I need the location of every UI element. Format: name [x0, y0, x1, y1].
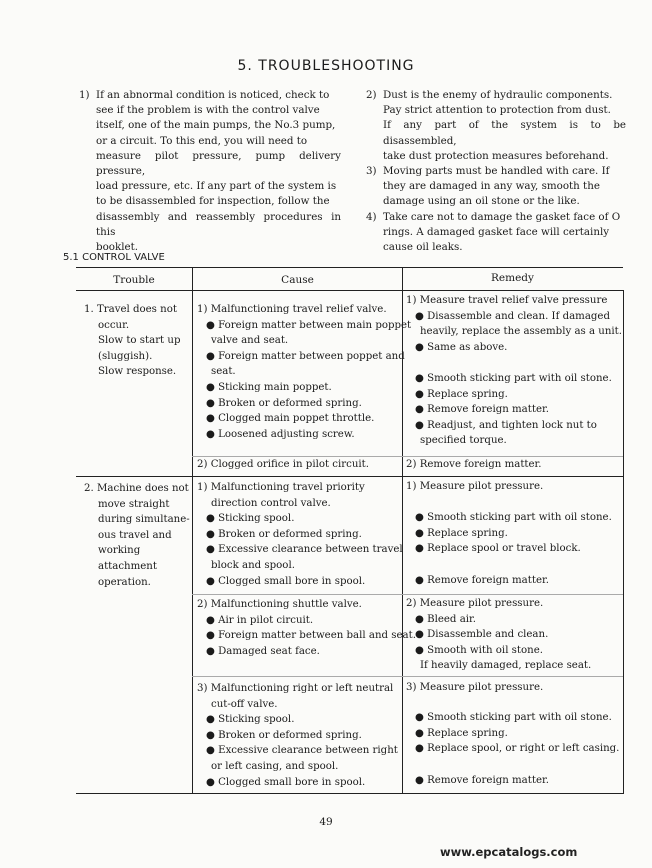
header-bottom-rule [76, 290, 623, 291]
remedy-cell-2a1 [406, 479, 543, 495]
remedy-bullet: ● Disassemble and clean. [415, 629, 549, 641]
intro-line: Dust is the enemy of hydraulic components. [383, 89, 613, 101]
trouble-line: working [98, 545, 141, 557]
remedy-cell-1a2 [406, 371, 612, 449]
intro-line: If any part of the system is to be disassembled, [383, 119, 626, 147]
intro-item-2 [366, 88, 626, 164]
remedy-bullet: ● Bleed air. [415, 613, 477, 625]
sub-divider [192, 676, 403, 677]
remedy-cell-2a2 [406, 510, 612, 557]
cause-bullet: ● Excessive clearance between right [206, 745, 398, 757]
cause-line: direction control valve. [211, 497, 331, 509]
remedy-cell-1b [406, 457, 542, 473]
sub-divider [192, 594, 403, 595]
cause-bullet: ● Excessive clearance between travel [206, 544, 403, 556]
trouble-line: Slow to start up [98, 335, 181, 347]
cause-bullet: ● Broken or deformed spring. [206, 528, 362, 540]
cause-bullet: ● Foreign matter between main poppet [206, 319, 412, 331]
cause-bullet: ● Sticking spool. [206, 513, 295, 525]
trouble-line: Slow response. [98, 366, 177, 378]
intro-line: rings. A damaged gasket face will certainly [383, 225, 610, 238]
cause-bullet: ● Air in pilot circuit. [206, 614, 314, 626]
remedy-bullet: ● Remove foreign matter. [415, 775, 549, 786]
intro-line: to be disassembled for inspection, follow the [96, 195, 330, 208]
trouble-cell-2 [84, 481, 190, 590]
intro-line: If an abnormal condition is noticed, check to [96, 89, 330, 101]
intro-line: damage using an oil stone or the like. [383, 195, 580, 208]
cause-line: 1) Malfunctioning travel relief valve. [197, 304, 387, 315]
section-title: 5.1 CONTROL VALVE [63, 252, 165, 263]
intro-line: Pay strict attention to protection from dust. [383, 104, 611, 117]
cause-bullet: ● Broken or deformed spring. [206, 729, 362, 741]
cause-line: seat. [211, 366, 236, 378]
remedy-bullet: ● Replace spool, or right or left casing. [415, 743, 620, 755]
remedy-line: specified torque. [420, 435, 507, 447]
cause-bullet: ● Sticking main poppet. [206, 381, 332, 393]
trouble-line: occur. [98, 319, 130, 331]
remedy-cell-2b [406, 596, 591, 674]
cause-bullet: ● Clogged small bore in spool. [206, 575, 366, 587]
intro-item-4 [366, 210, 626, 256]
intro-line: itself, one of the main pumps, the No.3 pump, [96, 119, 336, 132]
remedy-bullet: ● Replace spool or travel block. [415, 543, 581, 555]
cause-bullet: ● Clogged small bore in spool. [206, 776, 366, 788]
trouble-line: move straight [98, 498, 170, 510]
cause-line: block and spool. [211, 559, 295, 571]
cause-bullet: ● Clogged main poppet throttle. [206, 413, 375, 425]
cause-cell-2a [197, 480, 403, 589]
intro-item-number: 1) [79, 89, 90, 101]
sub-divider [402, 594, 623, 595]
remedy-cell-2c3 [406, 773, 549, 789]
intro-line: measure pilot pressure, pump delivery pressure, [96, 149, 341, 178]
remedy-line: 1) Measure pilot pressure. [406, 481, 544, 492]
intro-line: take dust protection measures beforehand. [383, 149, 609, 162]
remedy-line: 1) Measure travel relief valve pressure [406, 295, 608, 306]
cause-bullet: ● Damaged seat face. [206, 645, 320, 657]
row-divider [76, 476, 623, 477]
intro-line: booklet. [96, 241, 139, 254]
remedy-line: 3) Measure pilot pressure. [406, 682, 544, 693]
intro-item-number: 2) [366, 89, 377, 101]
page-number: 49 [319, 816, 333, 828]
page-title: 5. TROUBLESHOOTING [237, 58, 415, 74]
cause-line: or left casing, and spool. [211, 760, 339, 772]
column-divider [192, 267, 193, 794]
intro-line: cause oil leaks. [383, 241, 463, 254]
intro-line: see if the problem is with the control valve [96, 104, 320, 117]
remedy-bullet: ● Smooth with oil stone. [415, 644, 543, 656]
remedy-line: 2) Measure pilot pressure. [406, 598, 544, 609]
intro-line: Take care not to damage the gasket face of O [383, 210, 621, 223]
header-cause: Cause [281, 274, 314, 286]
trouble-line: during simultane- [98, 514, 190, 526]
remedy-bullet: ● Remove foreign matter. [415, 404, 549, 416]
remedy-bullet: ● Same as above. [415, 341, 508, 353]
intro-line: they are damaged in any way, smooth the [383, 180, 600, 193]
trouble-line: ous travel and [98, 529, 172, 541]
remedy-bullet: ● Readjust, and tighten lock nut to [415, 419, 597, 431]
cause-cell-2b [197, 597, 416, 659]
cause-line: valve and seat. [211, 335, 289, 347]
remedy-bullet: ● Replace spring. [415, 388, 508, 400]
sub-divider [402, 676, 623, 677]
remedy-bullet: ● Disassemble and clean. If damaged [415, 310, 610, 322]
cause-line: 3) Malfunctioning right or left neutral [197, 683, 394, 694]
remedy-cell-2a3 [406, 573, 549, 589]
remedy-cell-2c1 [406, 680, 543, 696]
remedy-line: heavily, replace the assembly as a unit. [420, 326, 623, 338]
cause-bullet: ● Loosened adjusting screw. [206, 428, 355, 440]
trouble-line: (sluggish). [98, 350, 153, 362]
table-right-rule [623, 290, 624, 794]
cause-line: 1) Malfunctioning travel priority [197, 482, 365, 493]
cause-line: 2) Clogged orifice in pilot circuit. [197, 459, 369, 470]
cause-cell-2c [197, 681, 398, 790]
remedy-line: If heavily damaged, replace seat. [420, 660, 592, 672]
table-top-rule [76, 267, 623, 268]
trouble-line: 1. Travel does not [84, 304, 177, 315]
intro-item-3 [366, 164, 626, 210]
intro-item-1 [79, 88, 341, 255]
remedy-bullet: ● Smooth sticking part with oil stone. [415, 373, 612, 384]
trouble-line: attachment [98, 560, 157, 572]
intro-line: or a circuit. To this end, you will need to [96, 134, 308, 147]
remedy-cell-1a [406, 293, 622, 355]
trouble-line: operation. [98, 576, 151, 588]
intro-right-column [366, 88, 626, 255]
remedy-line: 2) Remove foreign matter. [406, 459, 542, 470]
table-bottom-rule [76, 793, 623, 794]
cause-cell-1a [197, 302, 411, 442]
trouble-line: 2. Machine does not [84, 483, 189, 494]
intro-line: disassembly and reassembly procedures in this [96, 210, 341, 238]
header-trouble: Trouble [113, 274, 155, 286]
intro-line: load pressure, etc. If any part of the system is [96, 180, 337, 193]
intro-item-number: 3) [366, 165, 377, 178]
footer-watermark: www.epcatalogs.com [440, 845, 578, 859]
remedy-bullet: ● Remove foreign matter. [415, 575, 549, 586]
remedy-bullet: ● Smooth sticking part with oil stone. [415, 512, 612, 523]
intro-item-number: 4) [366, 210, 377, 223]
cause-bullet: ● Foreign matter between ball and seat. [206, 630, 416, 642]
intro-left-column [79, 88, 341, 255]
trouble-cell-1 [84, 302, 180, 380]
cause-line: cut-off valve. [211, 698, 278, 710]
remedy-bullet: ● Smooth sticking part with oil stone. [415, 712, 612, 723]
cause-bullet: ● Foreign matter between poppet and [206, 350, 405, 362]
cause-cell-1b [197, 457, 369, 473]
intro-line: Moving parts must be handled with care. If [383, 165, 610, 178]
remedy-bullet: ● Replace spring. [415, 727, 508, 739]
cause-bullet: ● Broken or deformed spring. [206, 397, 362, 409]
header-remedy: Remedy [491, 272, 534, 284]
remedy-bullet: ● Replace spring. [415, 527, 508, 539]
remedy-cell-2c2 [406, 710, 619, 757]
cause-line: 2) Malfunctioning shuttle valve. [197, 599, 362, 610]
cause-bullet: ● Sticking spool. [206, 714, 295, 726]
